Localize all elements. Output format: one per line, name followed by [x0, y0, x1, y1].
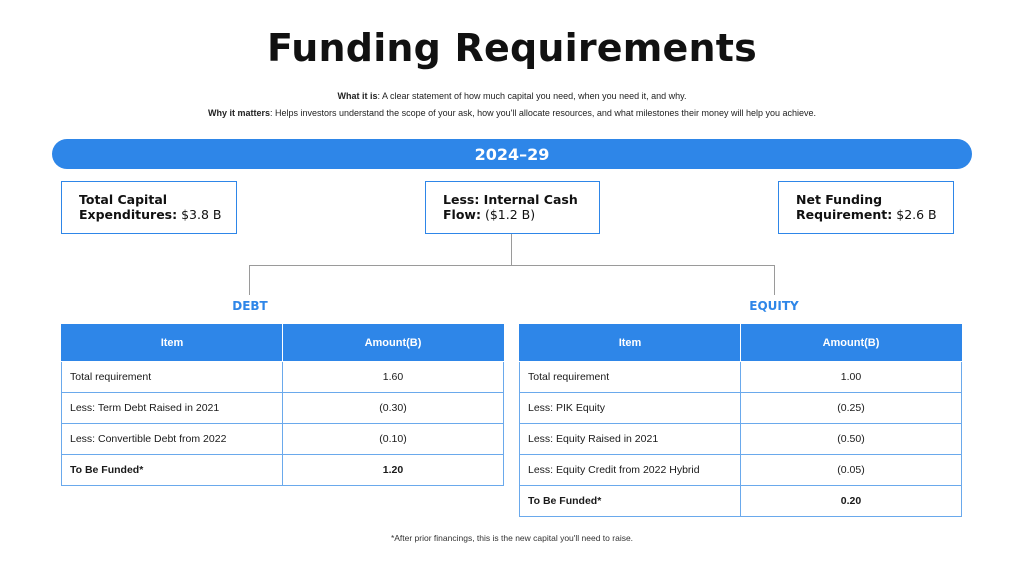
column-header-item: Item — [62, 325, 283, 362]
table-row — [62, 362, 504, 393]
net-funding-box — [778, 181, 954, 234]
what-it-is-text — [0, 91, 1024, 101]
row-item: Less: Convertible Debt from 2022 — [62, 424, 283, 455]
net-funding-label: Net Funding Requirement: — [796, 192, 893, 222]
table-row — [520, 362, 962, 393]
connector-vertical-debt — [249, 265, 250, 295]
row-amount: 0.20 — [741, 486, 962, 517]
column-header-amount: Amount(B) — [741, 325, 962, 362]
internal-cash-value: ($1.2 B) — [480, 207, 536, 222]
row-item: Total requirement — [520, 362, 741, 393]
internal-cash-label: Less: Internal Cash Flow: — [443, 192, 578, 222]
row-amount: 1.20 — [283, 455, 504, 486]
equity-label: EQUITY — [749, 299, 799, 313]
internal-cash-box — [425, 181, 600, 234]
capex-box — [61, 181, 237, 234]
debt-label: DEBT — [232, 299, 268, 313]
row-item: Total requirement — [62, 362, 283, 393]
table-row — [520, 455, 962, 486]
why-it-matters-label: Why it matters — [207, 108, 270, 118]
connector-vertical-main — [511, 234, 512, 266]
row-amount: 1.60 — [283, 362, 504, 393]
row-item: To Be Funded* — [62, 455, 283, 486]
what-it-is-body: : A clear statement of how much capital you need, when you need it, and why. — [377, 91, 687, 101]
table-header-row — [520, 325, 962, 362]
equity-table — [519, 324, 962, 517]
footnote: *After prior financings, this is the new capital you'll need to raise. — [390, 533, 634, 543]
column-header-item: Item — [520, 325, 741, 362]
row-amount: 1.00 — [741, 362, 962, 393]
column-header-amount: Amount(B) — [283, 325, 504, 362]
what-it-is-label: What it is — [337, 91, 378, 101]
connector-vertical-equity — [774, 265, 775, 295]
row-item: Less: PIK Equity — [520, 393, 741, 424]
period-bar — [52, 139, 972, 169]
capex-value: $3.8 B — [177, 207, 222, 222]
table-row — [520, 393, 962, 424]
connector-horizontal — [249, 265, 775, 266]
table-row — [520, 424, 962, 455]
row-item: Less: Term Debt Raised in 2021 — [62, 393, 283, 424]
table-row-total — [520, 486, 962, 517]
row-item: To Be Funded* — [520, 486, 741, 517]
row-amount: (0.05) — [741, 455, 962, 486]
why-it-matters-text — [0, 108, 1024, 118]
debt-table — [61, 324, 504, 486]
why-it-matters-body: : Helps investors understand the scope of your ask, how you'll allocate resources, and what milestones their money will help you achieve. — [270, 108, 817, 118]
row-amount: (0.10) — [283, 424, 504, 455]
row-item: Less: Equity Credit from 2022 Hybrid — [520, 455, 741, 486]
row-amount: (0.25) — [741, 393, 962, 424]
table-row-total — [62, 455, 504, 486]
page-title: Funding Requirements — [267, 26, 757, 70]
table-row — [62, 424, 504, 455]
period-label: 2024–29 — [474, 144, 550, 164]
row-item: Less: Equity Raised in 2021 — [520, 424, 741, 455]
table-header-row — [62, 325, 504, 362]
net-funding-value: $2.6 B — [892, 207, 937, 222]
row-amount: (0.50) — [741, 424, 962, 455]
table-row — [62, 393, 504, 424]
row-amount: (0.30) — [283, 393, 504, 424]
capex-label: Total Capital Expenditures: — [79, 192, 178, 222]
